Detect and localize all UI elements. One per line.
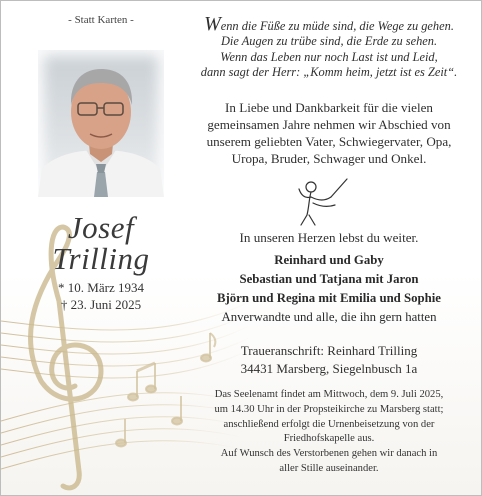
mourners-list — [193, 251, 465, 327]
remembrance-line: In unseren Herzen lebst du weiter. — [239, 230, 419, 245]
first-name: Josef — [67, 210, 135, 245]
farewell-line: In Liebe und Dankbarkeit für die vielen — [225, 100, 433, 115]
mourner-line: Anverwandte und alle, die ihn gern hatten — [221, 310, 437, 324]
poem-line: dann sagt der Herr: „Komm heim, jetzt ist es Zeit“. — [200, 65, 458, 80]
life-dates — [1, 279, 201, 313]
death-date: † 23. Juni 2025 — [60, 297, 142, 312]
farewell-text — [193, 99, 465, 167]
conductor-icon — [295, 177, 353, 227]
farewell-line: Uropa, Bruder, Schwager und Onkel. — [231, 151, 427, 166]
poem — [193, 13, 465, 81]
service-info — [193, 388, 465, 477]
service-line: Auf Wunsch des Verstorbenen gehen wir danach in — [220, 448, 438, 460]
last-name: Trilling — [52, 241, 150, 276]
mourning-address — [193, 342, 465, 377]
birth-date: * 10. März 1934 — [58, 280, 144, 295]
portrait-photo — [38, 50, 164, 197]
poem-line: Wenn die Füße zu müde sind, die Wege zu gehen. — [204, 13, 454, 35]
statt-karten-header: - Statt Karten - — [68, 14, 134, 26]
farewell-line: unserem geliebten Vater, Schwiegervater, Opa, — [206, 134, 452, 149]
poem-line: Wenn das Leben nur noch Last ist und Leid, — [220, 49, 438, 64]
service-line: anschließend erfolgt die Urnenbeisetzung von der — [223, 418, 435, 430]
address-line: Traueranschrift: Reinhard Trilling — [240, 343, 418, 358]
service-line: um 14.30 Uhr in der Propsteikirche zu Marsberg statt; — [214, 403, 444, 415]
mourner-line: Reinhard und Gaby — [274, 253, 384, 267]
poem-line: Die Augen zu trübe sind, die Erde zu sehen. — [220, 34, 438, 49]
address-line: 34431 Marsberg, Siegelnbusch 1a — [240, 360, 418, 376]
service-line: aller Stille auseinander. — [279, 462, 379, 474]
farewell-line: gemeinsamen Jahre nehmen wir Abschied von — [207, 117, 451, 132]
mourner-line: Björn und Regina mit Emilia und Sophie — [216, 291, 441, 305]
service-line: Friedhofskapelle aus. — [283, 433, 375, 445]
service-line: Das Seelenamt findet am Mittwoch, dem 9. Juli 2025, — [214, 389, 444, 400]
mourner-line: Sebastian und Tatjana mit Jaron — [239, 272, 419, 286]
